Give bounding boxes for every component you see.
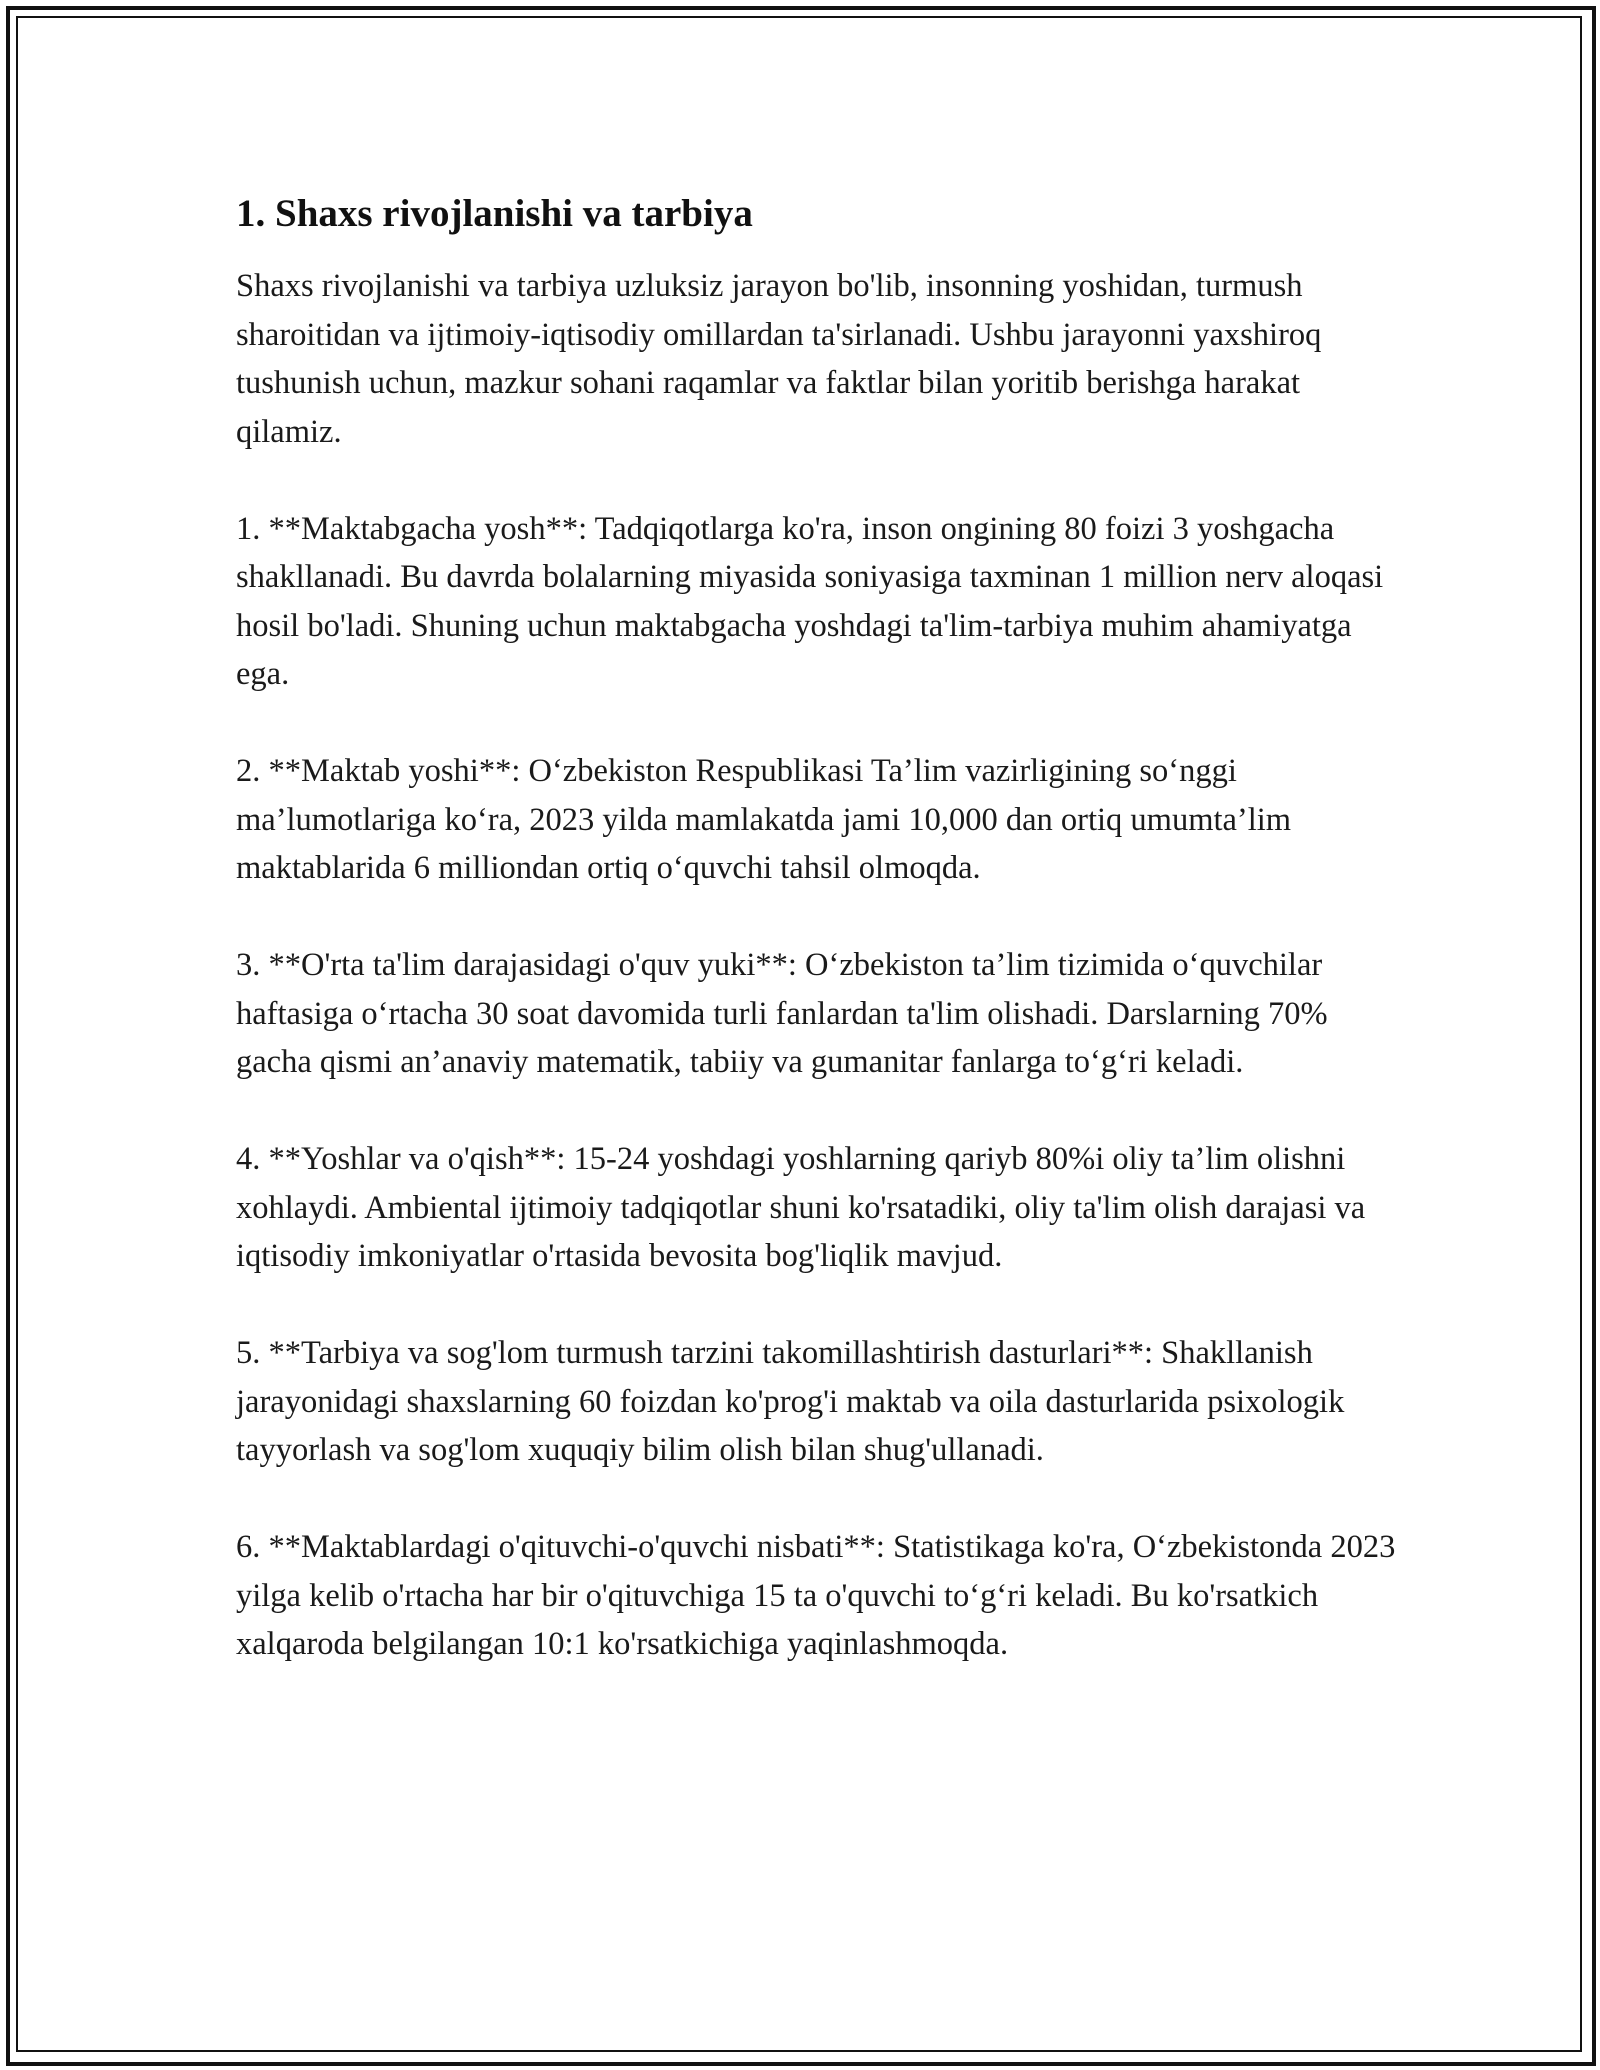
paragraph-study-load: 3. **O'rta ta'lim darajasidagi o'quv yuki**: O‘zbekiston ta’lim tizimida o‘quvchilar haftasiga o‘rtacha 30 soat davomida turli fanlardan ta'lim olishadi. Darslarning 70% gacha qismi an’anaviy matematik, tabiiy va gumanitar fanlarga to‘g‘ri keladi. (236, 947, 1328, 1080)
intro-paragraph: Shaxs rivojlanishi va tarbiya uzluksiz jarayon bo'lib, insonning yoshidan, turmush sharoitidan va ijtimoiy-iqtisodiy omillardan ta'sirlanadi. Ushbu jarayonni yaxshiroq tushunish uchun, mazkur sohani raqamlar va faktlar bilan yoritib berishga harakat qilamiz. (236, 268, 1322, 450)
paragraph-teacher-student-ratio: 6. **Maktablardagi o'qituvchi-o'quvchi nisbati**: Statistikaga ko'ra, O‘zbekistonda 2023 yilga kelib o'rtacha har bir o'qituvchiga 15 ta o'quvchi to‘g‘ri keladi. Bu ko'rsatkich xalqaroda belgilangan 10:1 ko'rsatkichiga yaqinlashmoqda. (236, 1529, 1396, 1662)
paragraph-youth-education: 4. **Yoshlar va o'qish**: 15-24 yoshdagi yoshlarning qariyb 80%i oliy ta’lim olishni xohlaydi. Ambiental ijtimoiy tadqiqotlar shuni ko'rsatadiki, oliy ta'lim olish darajasi va iqtisodiy imkoniyatlar o'rtasida bevosita bog'liqlik mavjud. (236, 1141, 1366, 1274)
paragraph-school-age: 2. **Maktab yoshi**: O‘zbekiston Respublikasi Ta’lim vazirligining so‘nggi ma’lumotlariga ko‘ra, 2023 yilda mamlakatda jami 10,000 dan ortiq umumta’lim maktablarida 6 milliondan ortiq o‘quvchi tahsil olmoqda. (236, 753, 1292, 886)
document-body (236, 186, 1396, 1717)
document-title: 1. Shaxs rivojlanishi va tarbiya (236, 192, 753, 235)
paragraph-healthy-lifestyle: 5. **Tarbiya va sog'lom turmush tarzini takomillashtirish dasturlari**: Shakllanish jarayonidagi shaxslarning 60 foizdan ko'prog'i maktab va oila dasturlarida psixologik tayyorlash va sog'lom xuquqiy bilim olish bilan shug'ullanadi. (236, 1335, 1345, 1468)
paragraph-preschool-age: 1. **Maktabgacha yosh**: Tadqiqotlarga ko'ra, inson ongining 80 foizi 3 yoshgacha shakllanadi. Bu davrda bolalarning miyasida soniyasiga taxminan 1 million nerv aloqasi hosil bo'ladi. Shuning uchun maktabgacha yoshdagi ta'lim-tarbiya muhim ahamiyatga ega. (236, 510, 1384, 692)
